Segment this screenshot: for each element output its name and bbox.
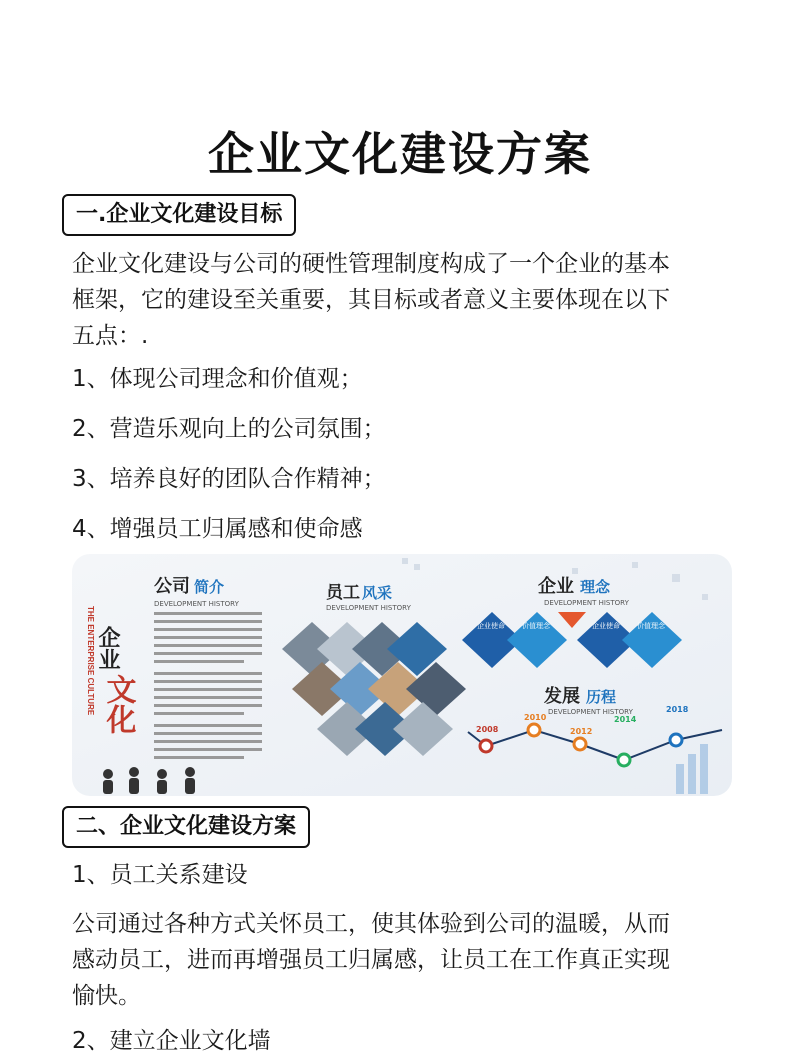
- history-year: 2018: [666, 705, 689, 714]
- history-title-b: 历程: [586, 688, 617, 706]
- intro-line: 五点：.: [72, 323, 149, 349]
- body-line: 公司通过各种方式关怀员工，使其体验到公司的温暖，从而: [72, 911, 670, 937]
- staff-title-a: 员工: [326, 583, 360, 603]
- intro-line: 企业文化建设与公司的硬性管理制度构成了一个企业的基本: [72, 251, 670, 277]
- culture-wall-image: [72, 554, 732, 796]
- concept-title-a: 企业: [538, 576, 574, 597]
- subheading-culture-wall: 2、建立企业文化墙: [72, 1028, 271, 1054]
- concept-title-b: 理念: [580, 578, 611, 596]
- banner-title-culture: 文化: [100, 674, 136, 734]
- list-item: 2、营造乐观向上的公司氛围；: [72, 416, 386, 442]
- list-item: 3、培养良好的团队合作精神；: [72, 466, 386, 492]
- section-heading-goals: 一.企业文化建设目标: [62, 194, 296, 236]
- history-year: 2008: [476, 725, 499, 734]
- intro-line: 框架，它的建设至关重要，其目标或者意义主要体现在以下: [72, 287, 670, 313]
- page-title: 企业文化建设方案: [208, 127, 592, 181]
- intro-paragraph: [72, 246, 732, 354]
- concept-subtitle: DEVELOPMENT HISTORY: [544, 599, 629, 607]
- banner-vertical-english: THE ENTERPRISE CULTURE: [86, 606, 95, 716]
- intro-subtitle: DEVELOPMENT HISTORY: [154, 600, 239, 608]
- list-item: 1、体现公司理念和价值观；: [72, 366, 363, 392]
- history-year: 2012: [570, 727, 593, 736]
- concept-tag: 价值理念: [637, 622, 665, 630]
- subheading-employee-relations: 1、员工关系建设: [72, 862, 248, 888]
- intro-title-a: 公司: [154, 576, 190, 597]
- list-item: 4、增强员工归属感和使命感: [72, 516, 363, 542]
- history-year: 2010: [524, 713, 547, 722]
- staff-title-b: 风采: [362, 584, 393, 602]
- concept-tag: 价值理念: [522, 622, 550, 630]
- body-line: 感动员工，进而再增强员工归属感，让员工在工作真正实现: [72, 947, 670, 973]
- staff-subtitle: DEVELOPMENT HISTORY: [326, 604, 411, 612]
- history-subtitle: DEVELOPMENT HISTORY: [548, 708, 633, 716]
- concept-tag: 企业使命: [477, 622, 505, 630]
- history-title-a: 发展: [544, 686, 580, 707]
- history-year: 2014: [614, 715, 637, 724]
- intro-title-b: 简介: [194, 578, 225, 596]
- banner-title-enterprise: 企业: [95, 626, 121, 670]
- body-line: 愉快。: [72, 983, 141, 1009]
- employee-relations-paragraph: [72, 906, 732, 1014]
- section-heading-plan: 二、企业文化建设方案: [62, 806, 310, 848]
- concept-tag: 企业使命: [592, 622, 620, 630]
